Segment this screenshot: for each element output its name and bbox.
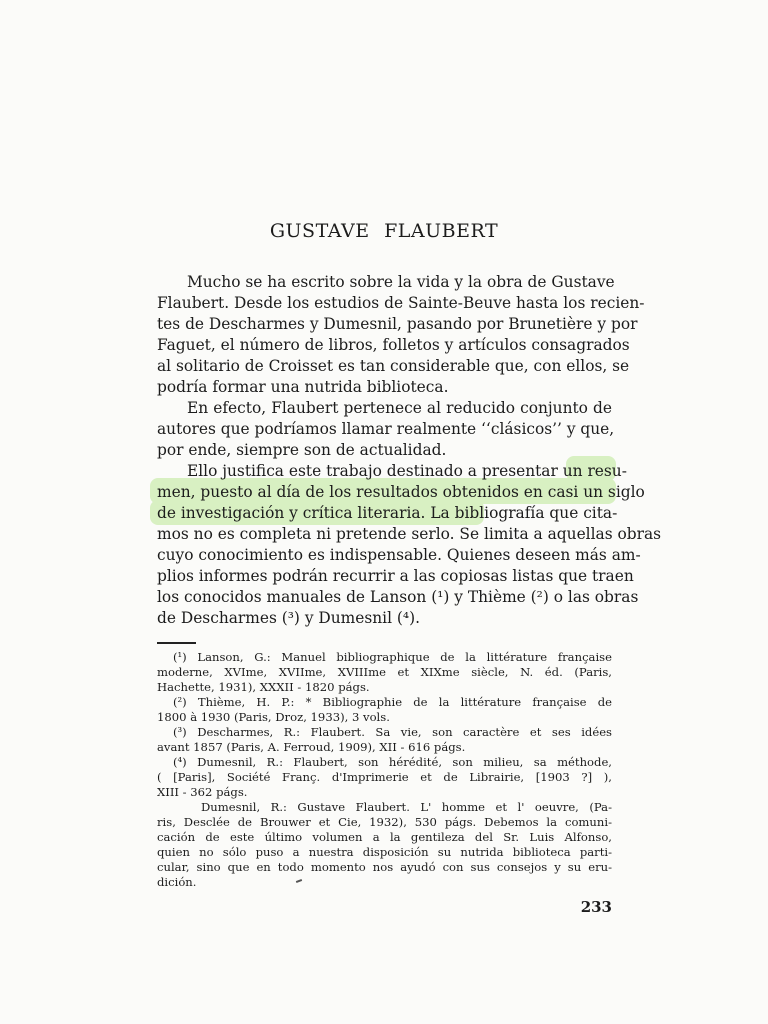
footnote-line: (¹) Lanson, G.: Manuel bibliographique de la littérature française [173,650,612,664]
footnote-line: dición. [157,875,197,889]
footnote-line: quien no sólo puso a nuestra disposición su nutrida biblioteca parti- [157,845,612,859]
body-line: de investigación y crítica literaria. La bibliografía que cita- [157,504,618,522]
footnote-line: cación de este último volumen a la gentileza del Sr. Luis Alfonso, [157,830,612,844]
footnote-line: (⁴) Dumesnil, R.: Flaubert, son hérédité, son milieu, sa méthode, [173,755,612,769]
body-line: al solitario de Croisset es tan considerable que, con ellos, se [157,357,630,375]
footnote-line: XIII - 362 págs. [157,785,248,799]
footnote-line: moderne, XVIme, XVIIme, XVIIIme et XIXme siècle, N. éd. (Paris, [157,665,612,679]
footnote-separator [157,642,196,644]
body-line: por ende, siempre son de actualidad. [157,441,447,459]
footnote-line: Hachette, 1931), XXXII - 1820 págs. [157,680,370,694]
footnote-line: avant 1857 (Paris, A. Ferroud, 1909), XII - 616 págs. [157,740,466,754]
footnote-line: (²) Thième, H. P.: * Bibliographie de la littérature française de [173,695,612,709]
body-line: podría formar una nutrida biblioteca. [157,378,449,396]
body-line: Mucho se ha escrito sobre la vida y la obra de Gustave [187,273,615,291]
body-line: plios informes podrán recurrir a las copiosas listas que traen [157,567,634,585]
footnote-line: ( [Paris], Société Franç. d'Imprimerie et de Librairie, [1903 ?] ), [157,770,612,784]
body-line: autores que podríamos llamar realmente ‘‘clásicos’’ y que, [157,420,615,438]
page-title: GUSTAVE FLAUBERT [269,220,499,242]
body-line: de Descharmes (³) y Dumesnil (⁴). [157,609,420,627]
body-line: los conocidos manuales de Lanson (¹) y Thième (²) o las obras [157,588,639,606]
footnote-line: 1800 à 1930 (Paris, Droz, 1933), 3 vols. [157,710,390,724]
footnote-line: cular, sino que en todo momento nos ayudó con sus consejos y su eru- [157,860,612,874]
body-line: En efecto, Flaubert pertenece al reducido conjunto de [187,399,612,417]
body-line: tes de Descharmes y Dumesnil, pasando por Brunetière y por [157,315,638,333]
body-line: cuyo conocimiento es indispensable. Quienes deseen más am- [157,546,641,564]
footnote-line: ris, Desclée de Brouwer et Cie, 1932), 530 págs. Debemos la comuni- [157,815,612,829]
body-line: Faguet, el número de libros, folletos y artículos consagrados [157,336,630,354]
page-number: 233 [580,898,612,916]
footnote-line: Dumesnil, R.: Gustave Flaubert. L' homme et l' oeuvre, (Pa- [201,800,612,814]
body-line: mos no es completa ni pretende serlo. Se limita a aquellas obras [157,525,662,543]
footnote-line: (³) Descharmes, R.: Flaubert. Sa vie, son caractère et ses idées [173,725,612,739]
body-line: Flaubert. Desde los estudios de Sainte-Beuve hasta los recien- [157,294,645,312]
body-line: men, puesto al día de los resultados obtenidos en casi un siglo [157,483,645,501]
body-line: Ello justifica este trabajo destinado a presentar un resu- [187,462,627,480]
